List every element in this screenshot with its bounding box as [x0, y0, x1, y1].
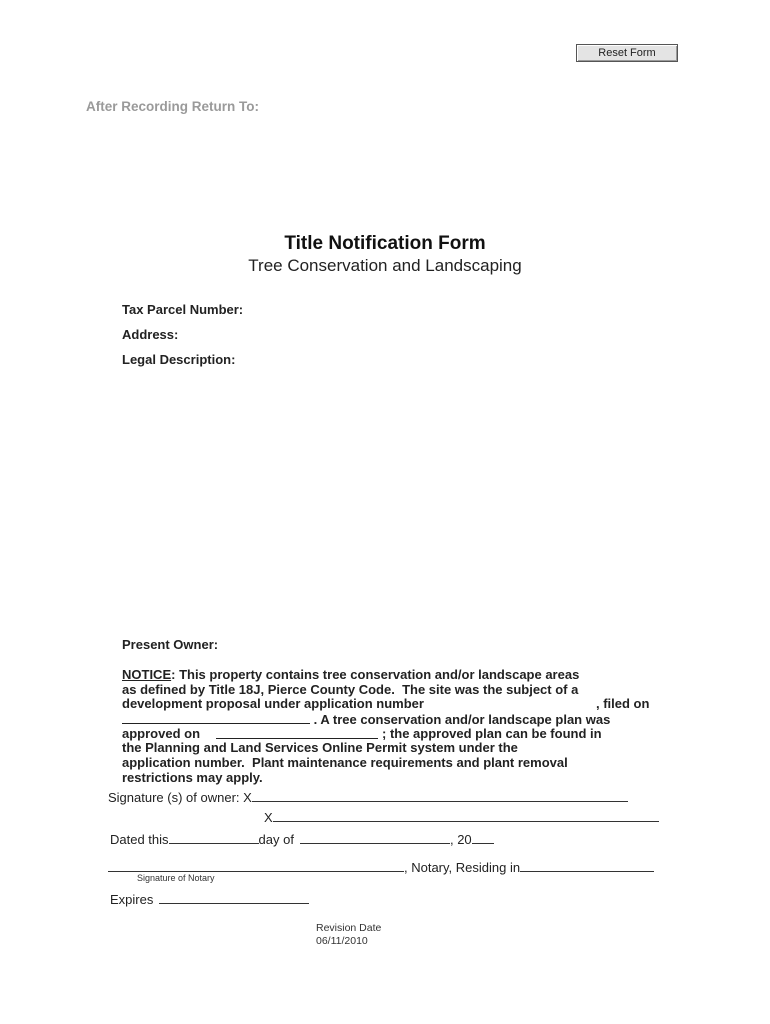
month-blank[interactable]: [300, 831, 450, 844]
notice-line-4-text: . A tree conservation and/or landscape plan was: [313, 712, 611, 728]
notice-line-7: application number. Plant maintenance requirements and plant removal: [122, 755, 568, 771]
notice-line-3-text: development proposal under application number: [122, 696, 424, 712]
dated-row: [110, 831, 494, 847]
notice-line-4: [122, 712, 662, 727]
notary-residing-label: , Notary, Residing in: [404, 860, 521, 875]
form-subtitle: Tree Conservation and Landscaping: [248, 256, 522, 275]
notice-heading: NOTICE: [122, 667, 172, 682]
year-blank[interactable]: [472, 831, 494, 844]
owner-signature-x-2: X: [264, 810, 273, 825]
notice-line-1-text: : This property contains tree conservation and/or landscape areas: [171, 667, 580, 682]
legal-description-label: Legal Description:: [122, 352, 236, 367]
owner-signature-line-2[interactable]: [273, 809, 659, 822]
address-label: Address:: [122, 327, 179, 342]
notice-line-3-filed-on: , filed on: [596, 696, 650, 712]
notice-line-8: restrictions may apply.: [122, 769, 263, 785]
notary-signature-line[interactable]: [108, 859, 404, 872]
year-prefix-label: , 20: [449, 832, 472, 847]
expires-label: Expires: [110, 892, 154, 907]
notice-paragraph: [122, 668, 662, 786]
notice-line-5-text: approved on: [122, 725, 201, 741]
notary-residence-blank[interactable]: [520, 859, 654, 872]
revision-date-label: Revision Date: [316, 922, 382, 934]
owner-signature-label: Signature (s) of owner: X: [108, 790, 252, 805]
revision-date-value: 06/11/2010: [316, 935, 368, 947]
expires-row: [110, 891, 309, 907]
owner-signature-line-1[interactable]: [252, 789, 628, 802]
signature-of-notary-caption: Signature of Notary: [137, 873, 215, 883]
day-blank[interactable]: [169, 831, 259, 844]
expires-blank[interactable]: [159, 891, 309, 904]
approved-on-date-blank: [216, 727, 378, 739]
after-recording-return-to-label: After Recording Return To:: [86, 99, 259, 114]
notice-line-1: [122, 668, 662, 683]
reset-form-button[interactable]: Reset Form: [576, 44, 678, 62]
notice-line-3: [122, 697, 662, 712]
present-owner-label: Present Owner:: [122, 637, 219, 652]
owner-signature-row-2: [264, 809, 659, 825]
notice-line-5-rest: ; the approved plan can be found in: [382, 725, 602, 741]
filed-on-date-blank: [122, 712, 310, 724]
form-title: Title Notification Form: [284, 233, 486, 254]
notice-line-6: the Planning and Land Services Online Permit system under the: [122, 740, 518, 756]
dated-this-label: Dated this: [110, 832, 169, 847]
day-of-label: day of: [258, 832, 294, 847]
notice-line-5: [122, 727, 662, 742]
owner-signature-row: [108, 789, 628, 805]
tax-parcel-number-label: Tax Parcel Number:: [122, 302, 244, 317]
notice-line-2: as defined by Title 18J, Pierce County Code. The site was the subject of a: [122, 681, 579, 697]
